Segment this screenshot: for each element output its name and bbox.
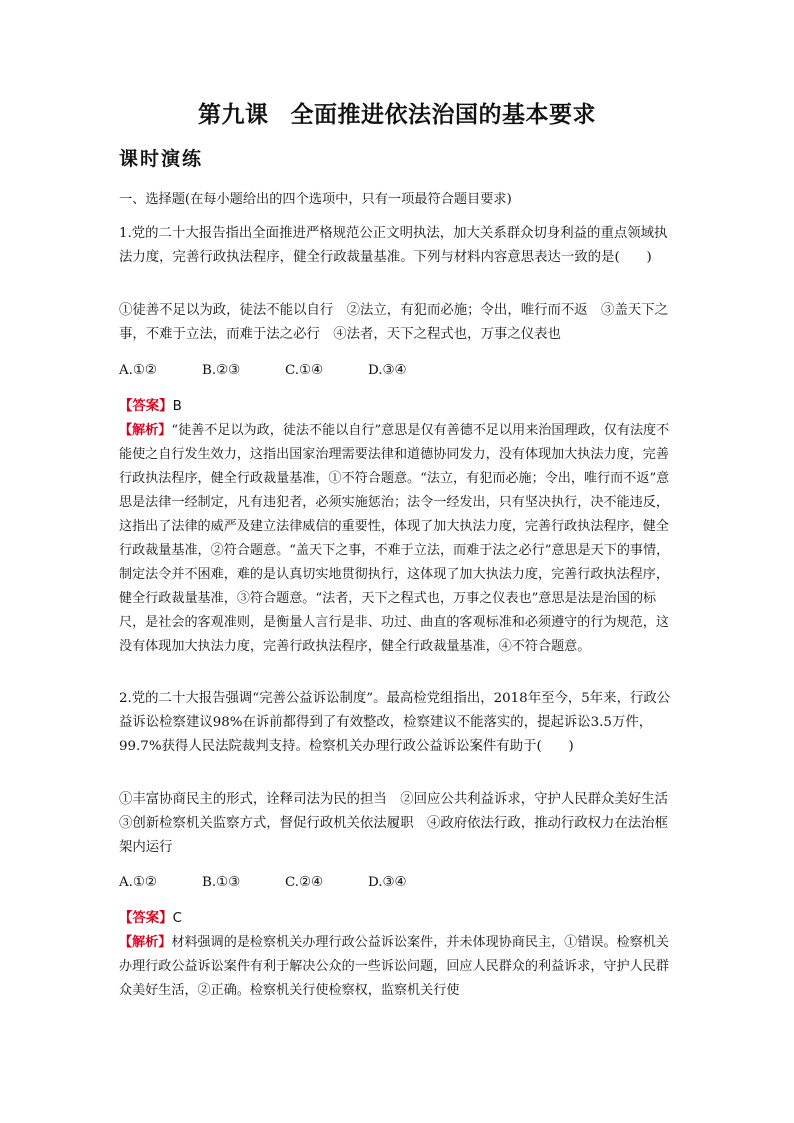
question-2	[119, 687, 679, 759]
question-2-options	[119, 871, 679, 895]
option-d: D.③④	[368, 875, 407, 890]
option-c: C.①④	[285, 363, 324, 378]
analysis-text: “徒善不足以为政，徒法不能以自行”意思是仅有善德不足以用来治国理政，仅有法度不能使之自行发生效力，这指出国家治理需要法律和道德协同发力，没有体现加大执法力度，完善行政执法程序，健全行政裁量基准，①不符合题意。“法立，有犯而必施；令出，唯行而不返”意思是法律一经制定，凡有违犯者，必须实施惩治；法令一经发出，只有坚决执行，决不能违反，这指出了法律的威严及建立法律威信的重要性，体现了加大执法力度，完善行政执法程序，健全行政裁量基准，②符合题意。“盖天下之事，不难于立法，而难于法之必行”意思是天下的事情，制定法令并不困难，难的是认真切实地贯彻执行，这体现了加大执法力度，完善行政执法程序，健全行政裁量基准，③符合题意。“法者，天下之程式也，万事之仪表也”意思是法是治国的标尺，是社会的客观准则，是衡量人言行是非、功过、曲直的客观标准和必须遵守的行为规范，这没有体现加大执法力度，完善行政执法程序，健全行政裁量基准，④不符合题意。	[119, 423, 670, 654]
answer-value: B	[172, 399, 182, 414]
analysis-tag: 【解析】	[119, 935, 172, 950]
answer-tag: 【答案】	[119, 911, 173, 926]
section-heading: 课时演练	[119, 148, 204, 170]
question-2-statements-block	[119, 788, 682, 860]
question-2-answer	[119, 907, 679, 931]
lesson-title	[0, 96, 794, 129]
option-d: D.③④	[368, 363, 407, 378]
analysis-tag: 【解析】	[119, 423, 172, 438]
question-2-statements: ①丰富协商民主的形式，诠释司法为民的担当 ②回应公共利益诉求，守护人民群众美好生活 ③创新检察机关监察方式，督促行政机关依法履职 ④政府依法行政，推动行政权力在法治框架内运行	[119, 792, 682, 855]
option-b: B.①③	[202, 875, 241, 890]
question-1-answer	[119, 395, 679, 419]
question-1-statements: ①徒善不足以为政，徒法不能以自行 ②法立，有犯而必施；令出，唯行而不返 ③盖天下之事，不难于立法，而难于法之必行 ④法者，天下之程式也，万事之仪表也	[119, 303, 669, 342]
question-1	[119, 222, 679, 270]
option-b: B.②③	[202, 363, 241, 378]
answer-tag: 【答案】	[119, 399, 173, 414]
option-a: A.①②	[119, 363, 157, 378]
question-1-stem: 1.党的二十大报告指出全面推进严格规范公正文明执法，加大关系群众切身利益的重点领域执法力度，完善行政执法程序，健全行政裁量基准。下列与材料内容意思表达一致的是( )	[119, 226, 668, 265]
lesson-topic: 全面推进依法治国的基本要求	[290, 102, 596, 128]
question-2-stem: 2.党的二十大报告强调“完善公益诉讼制度”。最高检党组指出，2018年至今，5年来，行政公益诉讼检察建议98%在诉前都得到了有效整改，检察建议不能落实的，提起诉讼3.5万件，99.7%获得人民法院裁判支持。检察机关办理行政公益诉讼案件有助于( )	[119, 691, 671, 754]
question-2-analysis	[119, 931, 679, 1003]
question-1-options	[119, 359, 679, 383]
option-a: A.①②	[119, 875, 157, 890]
option-c: C.②④	[285, 875, 324, 890]
lesson-number: 第九课	[198, 102, 269, 128]
question-1-statements-block	[119, 299, 679, 347]
analysis-text: 材料强调的是检察机关办理行政公益诉讼案件，并未体现协商民主，①错误。检察机关办理行政公益诉讼案件有利于解决公众的一些诉讼问题，回应人民群众的利益诉求，守护人民群众美好生活，②正确。检察机关行使检察权，监察机关行使	[119, 935, 669, 998]
answer-value: C	[172, 911, 182, 926]
question-1-analysis	[119, 419, 679, 659]
question-instructions: 一、选择题(在每小题给出的四个选项中，只有一项最符合题目要求)	[119, 192, 512, 207]
